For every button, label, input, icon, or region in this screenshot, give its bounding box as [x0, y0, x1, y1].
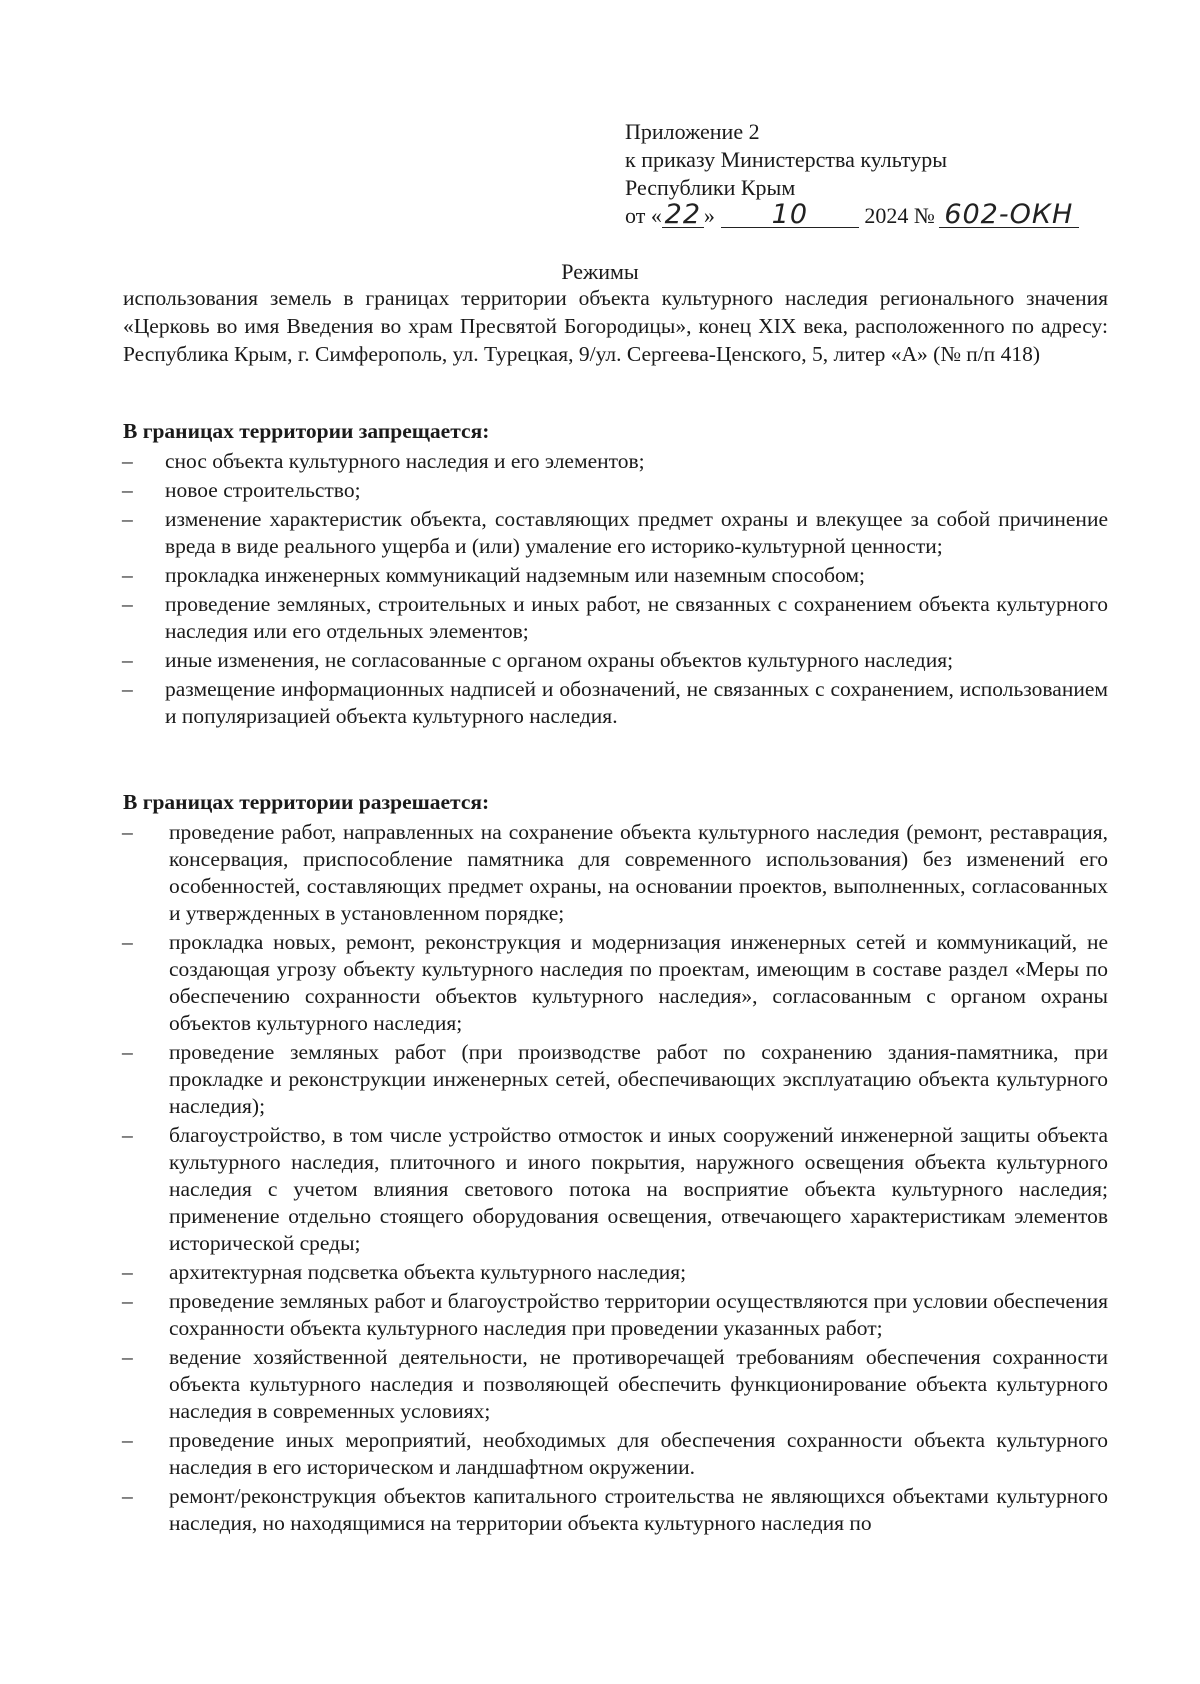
list-item — [123, 1122, 1108, 1257]
list-item — [123, 647, 1108, 674]
list-item — [123, 1344, 1108, 1425]
list-item-text: изменение характеристик объекта, составляющих предмет охраны и влекущее за собой причинение вреда в виде реального ущерба и (или) умаление его историко-культурной ценности; — [165, 507, 1108, 558]
list-item-text: проведение земляных, строительных и иных работ, не связанных с сохранением объекта культурного наследия или его отдельных элементов; — [165, 592, 1108, 643]
list-item-text: прокладка инженерных коммуникаций надземным или наземным способом; — [165, 563, 865, 587]
list-item-text: благоустройство, в том числе устройство отмосток и иных сооружений инженерной защиты объекта культурного наследия, плиточного и иного покрытия, наружного освещения объекта культурного наследия с учетом влияния светового потока на восприятие объекта культурного наследия; применение отдельно стоящего оборудования освещения, отвечающего характеристикам элементов исторической среды; — [169, 1123, 1108, 1255]
list-item-text: ведение хозяйственной деятельности, не противоречащей требованиям обеспечения сохранности объекта культурного наследия и позволяющей обеспечить функционирование объекта культурного наследия в современных условиях; — [169, 1345, 1108, 1423]
list-item-text: ремонт/реконструкция объектов капитального строительства не являющихся объектами культурного наследия, но находящимися на территории объекта культурного наследия по — [169, 1484, 1108, 1535]
order-number-field — [939, 199, 1079, 230]
prohibited-heading: В границах территории запрещается: — [123, 419, 490, 443]
bullet-dash: – — [122, 648, 133, 672]
annex-order-reference: к приказу Министерства культуры — [625, 147, 948, 172]
prohibited-section — [123, 418, 1108, 732]
list-item — [123, 448, 1108, 475]
order-number: 602-ОКН — [944, 199, 1074, 230]
date-prefix: от « — [625, 203, 662, 228]
bullet-dash: – — [122, 592, 133, 616]
date-month-field — [721, 199, 859, 230]
list-item-text: прокладка новых, ремонт, реконструкция и модернизация инженерных сетей и коммуникаций, не создающая угрозу объекту культурного наследия по проектам, имеющим в составе раздел «Меры по обеспечению сохранности объектов культурного наследия», согласованным с органом охраны объектов культурного наследия; — [169, 930, 1108, 1035]
bullet-dash: – — [122, 1260, 133, 1284]
list-item-text: новое строительство; — [165, 478, 361, 502]
document-title: Режимы — [561, 259, 639, 284]
bullet-dash: – — [122, 1428, 133, 1452]
list-item — [123, 1427, 1108, 1481]
order-date-line — [625, 199, 1125, 230]
bullet-dash: – — [122, 930, 133, 954]
list-item — [123, 562, 1108, 589]
list-item — [123, 1259, 1108, 1286]
annex-republic: Республики Крым — [625, 175, 796, 200]
bullet-dash: – — [122, 677, 133, 701]
bullet-dash: – — [122, 1289, 133, 1313]
date-day: 22 — [664, 199, 701, 230]
bullet-dash: – — [122, 1040, 133, 1064]
list-item — [123, 477, 1108, 504]
bullet-dash: – — [122, 563, 133, 587]
list-item — [123, 506, 1108, 560]
bullet-dash: – — [122, 478, 133, 502]
list-item-text: снос объекта культурного наследия и его элементов; — [165, 449, 645, 473]
list-item — [123, 819, 1108, 927]
date-year: 2024 № — [864, 203, 935, 228]
list-item — [123, 591, 1108, 645]
bullet-dash: – — [122, 1123, 133, 1147]
list-item — [123, 929, 1108, 1037]
bullet-dash: – — [122, 820, 133, 844]
list-item-text: проведение работ, направленных на сохранение объекта культурного наследия (ремонт, реставрация, консервация, приспособление памятника для современного использования) без изменений его особенностей, составляющих предмет охраны, на основании проектов, выполненных, согласованных и утвержденных в установленном порядке; — [169, 820, 1108, 925]
annex-number: Приложение 2 — [625, 119, 760, 144]
bullet-dash: – — [122, 449, 133, 473]
list-item — [123, 1288, 1108, 1342]
list-item-text: проведение иных мероприятий, необходимых для обеспечения сохранности объекта культурного наследия в его историческом и ландшафтном окружении. — [169, 1428, 1108, 1479]
list-item-text: архитектурная подсветка объекта культурного наследия; — [169, 1260, 687, 1284]
allowed-heading: В границах территории разрешается: — [123, 790, 490, 814]
list-item — [123, 1039, 1108, 1120]
list-item — [123, 1483, 1108, 1537]
bullet-dash: – — [122, 1484, 133, 1508]
bullet-dash: – — [122, 1345, 133, 1369]
list-item — [123, 676, 1108, 730]
list-item-text: иные изменения, не согласованные с органом охраны объектов культурного наследия; — [165, 648, 954, 672]
date-close-quote: » — [703, 203, 715, 228]
list-item-text: проведение земляных работ и благоустройство территории осуществляются при условии обеспечения сохранности объекта культурного наследия при проведении указанных работ; — [169, 1289, 1108, 1340]
list-item-text: размещение информационных надписей и обозначений, не связанных с сохранением, использованием и популяризацией объекта культурного наследия. — [165, 677, 1108, 728]
prohibited-list — [123, 448, 1108, 730]
document-subtitle: использования земель в границах территории объекта культурного наследия регионального значения «Церковь во имя Введения во храм Пресвятой Богородицы», конец XIX века, расположенного по адресу: Республика Крым, г. Симферополь, ул. Турецкая, 9/ул. Сергеева-Ценского, 5, литер «А» (№ п/п 418) — [123, 286, 1108, 366]
bullet-dash: – — [122, 507, 133, 531]
date-month: 10 — [771, 199, 808, 230]
allowed-list — [123, 819, 1108, 1537]
allowed-section — [123, 789, 1108, 1539]
annex-block — [625, 118, 1125, 230]
date-day-field — [662, 199, 704, 230]
list-item-text: проведение земляных работ (при производстве работ по сохранению здания-памятника, при прокладке и реконструкции инженерных сетей, обеспечивающих эксплуатацию объекта культурного наследия); — [169, 1040, 1108, 1118]
